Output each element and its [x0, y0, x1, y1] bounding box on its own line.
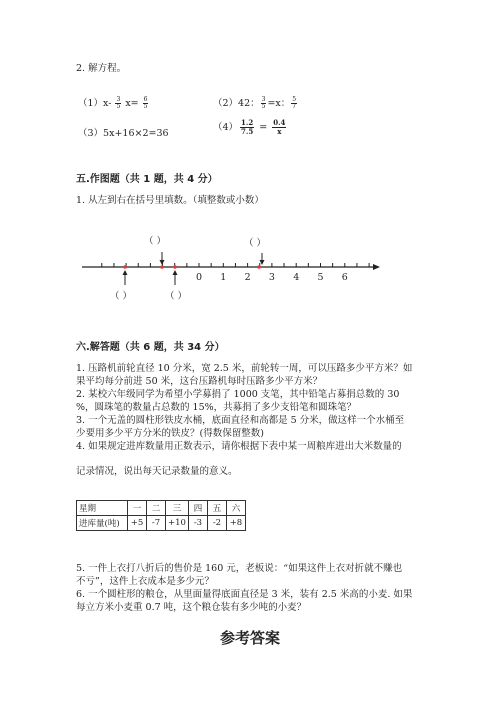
up-arrow-2 — [173, 270, 178, 285]
table-cell: 四 — [188, 501, 207, 516]
equation-2-pre: 42： — [238, 98, 260, 109]
answer-section-title: 参考答案 — [219, 629, 280, 647]
section-5-question-1: 1. 从左到右在括号里填数。（填整数或小数） — [76, 195, 264, 206]
equation-1-label: （1） — [78, 98, 104, 109]
equation-1 — [78, 95, 149, 110]
table-row — [77, 516, 246, 531]
equation-4 — [213, 119, 288, 136]
q1-line-2: 果平均每分前进 50 米，这台压路机每时压路多少平方米？ — [76, 376, 323, 387]
table-cell: 进库量(吨) — [77, 516, 128, 531]
equation-3 — [78, 125, 169, 139]
q2-line-1: 2. 某校六年级同学为希望小学募捐了 1000 支笔，其中铅笔占募捐总数的 30 — [76, 389, 400, 400]
q4-line-2: 记录情况，说出每天记录数量的意义。 — [76, 466, 238, 477]
table-cell: 星期 — [77, 501, 128, 516]
q4-line-1: 4. 如果规定进库数量用正数表示，请你根据下表中某一周粮库进出大米数量的 — [76, 441, 402, 452]
q6-line-1: 6. 一个圆柱形的粮仓，从里面量得底面直径是 3 米，装有 2.5 米高的小麦. 如果 — [76, 589, 413, 600]
equation-2-fraction-a: $\frac{3}{5}$ — [261, 96, 266, 110]
equation-1-pre: x- — [103, 98, 115, 109]
section-2-heading: 2. 解方程。 — [76, 63, 127, 74]
equation-2-fraction-b: $\frac{5}{7}$ — [292, 96, 297, 110]
table-cell: +10 — [166, 516, 189, 531]
number-line-arrowhead — [373, 264, 380, 270]
table-cell: 六 — [226, 501, 245, 516]
table-cell: -2 — [207, 516, 226, 531]
equation-2-mid: =x： — [267, 98, 291, 109]
equation-4-mid: = — [256, 122, 271, 133]
tick-label: 5 — [317, 272, 324, 283]
equation-2-label: （2） — [213, 98, 239, 109]
number-line-ticks — [102, 263, 369, 267]
red-point-4 — [257, 265, 261, 269]
equation-4-fraction-a: $\frac{1.2}{7.5}$ — [241, 118, 254, 136]
table-cell: -3 — [188, 516, 207, 531]
table-cell: +8 — [226, 516, 245, 531]
table-cell: -7 — [147, 516, 166, 531]
red-point-2 — [160, 265, 164, 269]
answer-blank-top-1: （ ） — [144, 236, 167, 247]
q1-line-1: 1. 压路机前轮直径 10 分米，宽 2.5 米，前轮转一周，可以压路多少平方米？如 — [76, 363, 413, 374]
down-arrow-1 — [160, 252, 165, 265]
equation-1-fraction-a: $\frac{3}{5}$ — [116, 96, 121, 110]
q6-line-2: 每立方米小麦重 0.7 吨，这个粮仓装有多少吨的小麦？ — [76, 602, 307, 613]
q2-line-2: %，圆珠笔的数量占总数的 15%，共募捐了多少支铅笔和圆珠笔？ — [76, 402, 357, 413]
equation-4-label: （4） — [213, 122, 239, 133]
tick-label: 1 — [220, 272, 227, 283]
tick-label: 2 — [244, 272, 251, 283]
answer-blank-bottom-2: （ ） — [165, 291, 188, 302]
red-point-1 — [123, 265, 127, 269]
table-cell: 五 — [207, 501, 226, 516]
answer-blank-bottom-1: （ ） — [110, 291, 133, 302]
red-point-3 — [173, 265, 177, 269]
table-cell: 三 — [166, 501, 189, 516]
section-5-title: 五.作图题（共 1 题，共 4 分） — [76, 174, 218, 185]
table-cell: 一 — [128, 501, 147, 516]
tick-label: 6 — [341, 272, 348, 283]
table-cell: 二 — [147, 501, 166, 516]
table-cell: +5 — [128, 516, 147, 531]
equation-1-fraction-b: $\frac{6}{5}$ — [143, 96, 148, 110]
equation-1-mid: x= — [122, 98, 142, 109]
number-line — [70, 240, 390, 295]
up-arrow-1 — [123, 270, 128, 285]
q5-line-1: 5. 一件上衣打八折后的售价是 160 元，老板说：“如果这件上衣对折就不赚也 — [76, 563, 403, 574]
table-header-row — [77, 501, 246, 516]
answer-blank-top-2: （ ） — [244, 238, 267, 249]
q3-line-1: 3. 一个无盖的圆柱形铁皮水桶，底面直径和高都是 5 分米，做这样一个水桶至 — [76, 415, 405, 426]
equation-4-fraction-b: $\frac{0.4}{x}$ — [273, 118, 286, 136]
equation-2 — [213, 95, 298, 110]
section-6-title: 六.解答题（共 6 题，共 34 分） — [76, 342, 225, 353]
q5-line-2: 不亏”，这件上衣成本是多少元？ — [76, 576, 214, 587]
tick-label: 0 — [196, 272, 203, 283]
equation-3-label: （3） — [78, 128, 104, 139]
tick-label: 4 — [293, 272, 300, 283]
tick-label: 3 — [268, 272, 275, 283]
q3-line-2: 少要用多少平方分米的铁皮？(得数保留整数) — [76, 428, 264, 439]
equation-3-text: 5x+16×2=36 — [103, 128, 169, 139]
grain-record-table — [76, 500, 246, 531]
